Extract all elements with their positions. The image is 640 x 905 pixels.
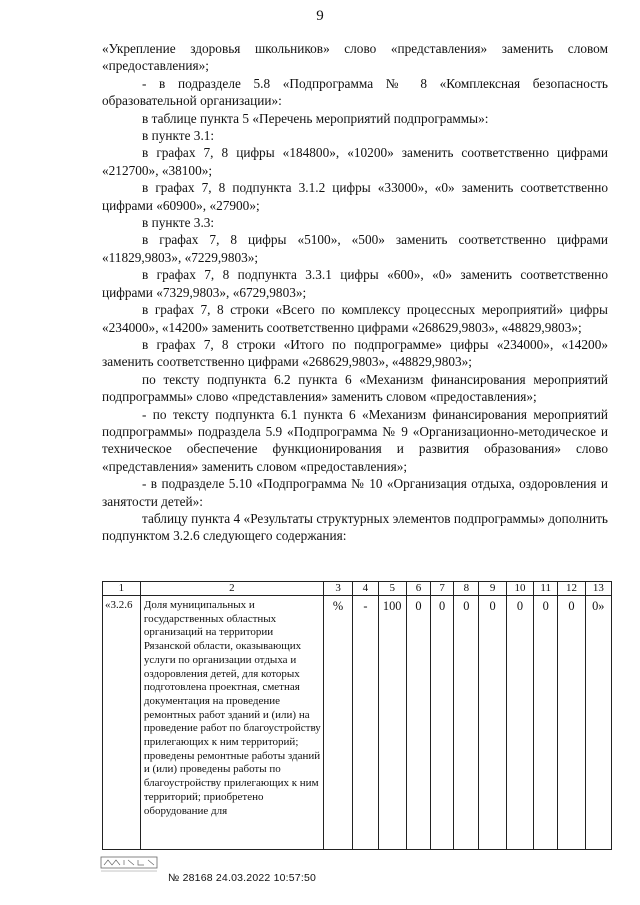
- paragraph: - в подразделе 5.10 «Подпрограмма № 10 «Организация отдыха, оздоровления и занятости детей»:: [102, 476, 608, 509]
- page-number: 9: [316, 8, 324, 24]
- col-header-13: 13: [585, 582, 611, 596]
- col-header-1: 1: [103, 582, 141, 596]
- registration-number: № 28168 24.03.2022 10:57:50: [168, 872, 317, 884]
- col-header-6: 6: [406, 582, 430, 596]
- paragraph: - по тексту подпункта 6.1 пункта 6 «Механизм финансирования мероприятий подпрограммы» подраздела 5.9 «Подпрограмма № 9 «Организационно-методическое и техническое обеспечение функционирования и развития образования» слово «представления» заменить словом «предоставления»;: [102, 406, 608, 474]
- col-header-8: 8: [454, 582, 479, 596]
- table-row: [103, 596, 612, 850]
- electronic-signature-stamp-icon: [100, 855, 158, 875]
- row-number: «3.2.6: [103, 596, 141, 850]
- row-description: Доля муниципальных и государственных областных организаций на территории Рязанской области, оказывающих услуги по организации отдыха и оздоровления детей, для которых подготовлена проектная, сметная документация на проведение ремонтных работ зданий и (или) на проведение работ по благоустройству прилегающих к ним территорий; проведены ремонтные работы зданий и (или) проведены работы по благоустройству прилегающих к ним территорий; приобретено оборудование для: [140, 596, 323, 850]
- col-header-11: 11: [534, 582, 558, 596]
- col-header-4: 4: [353, 582, 378, 596]
- row-cell-9: 0: [479, 596, 506, 850]
- col-header-9: 9: [479, 582, 506, 596]
- col-header-3: 3: [323, 582, 352, 596]
- paragraph: в графах 7, 8 цифры «5100», «500» заменить соответственно цифрами «11829,9803», «7229,9803»;: [102, 232, 608, 265]
- document-body: [102, 40, 608, 545]
- row-cell-6: 0: [406, 596, 430, 850]
- paragraph: «Укрепление здоровья школьников» слово «представления» заменить словом «предоставления»;: [102, 41, 608, 74]
- paragraph: в графах 7, 8 цифры «184800», «10200» заменить соответственно цифрами «212700», «38100»;: [102, 145, 608, 178]
- col-header-7: 7: [431, 582, 454, 596]
- paragraph: в графах 7, 8 подпункта 3.3.1 цифры «600», «0» заменить соответственно цифрами «7329,9803», «6729,9803»;: [102, 267, 608, 300]
- table-header-row: [103, 582, 612, 596]
- row-cell-13: 0»: [585, 596, 611, 850]
- row-cell-8: 0: [454, 596, 479, 850]
- row-cell-7: 0: [431, 596, 454, 850]
- paragraph: по тексту подпункта 6.2 пункта 6 «Механизм финансирования мероприятий подпрограммы» слово «представления» заменить словом «предоставления»;: [102, 371, 608, 405]
- col-header-5: 5: [378, 582, 406, 596]
- paragraph: в пункте 3.3:: [142, 215, 215, 231]
- results-table: [102, 581, 612, 850]
- row-cell-12: 0: [558, 596, 585, 850]
- row-cell-5: 100: [378, 596, 406, 850]
- col-header-10: 10: [506, 582, 533, 596]
- paragraph: - в подразделе 5.8 «Подпрограмма № 8 «Комплексная безопасность образовательной организации»:: [102, 75, 608, 109]
- row-unit: %: [323, 596, 352, 850]
- row-cell-10: 0: [506, 596, 533, 850]
- paragraph: в графах 7, 8 подпункта 3.1.2 цифры «33000», «0» заменить соответственно цифрами «60900», «27900»;: [102, 180, 608, 213]
- paragraph: в таблице пункта 5 «Перечень мероприятий подпрограммы»:: [142, 110, 489, 126]
- col-header-2: 2: [140, 582, 323, 596]
- row-cell-4: -: [353, 596, 378, 850]
- paragraph: в пункте 3.1:: [142, 128, 215, 144]
- paragraph: в графах 7, 8 строки «Всего по комплексу процессных мероприятий» цифры «234000», «14200» заменить соответственно цифрами «268629,9803», «48829,9803»;: [102, 302, 608, 335]
- paragraph: в графах 7, 8 строки «Итого по подпрограмме» цифры «234000», «14200» заменить соответственно цифрами «268629,9803», «48829,9803»;: [102, 336, 608, 370]
- row-cell-11: 0: [534, 596, 558, 850]
- paragraph: таблицу пункта 4 «Результаты структурных элементов подпрограммы» дополнить подпунктом 3.2.6 следующего содержания:: [102, 510, 608, 544]
- col-header-12: 12: [558, 582, 585, 596]
